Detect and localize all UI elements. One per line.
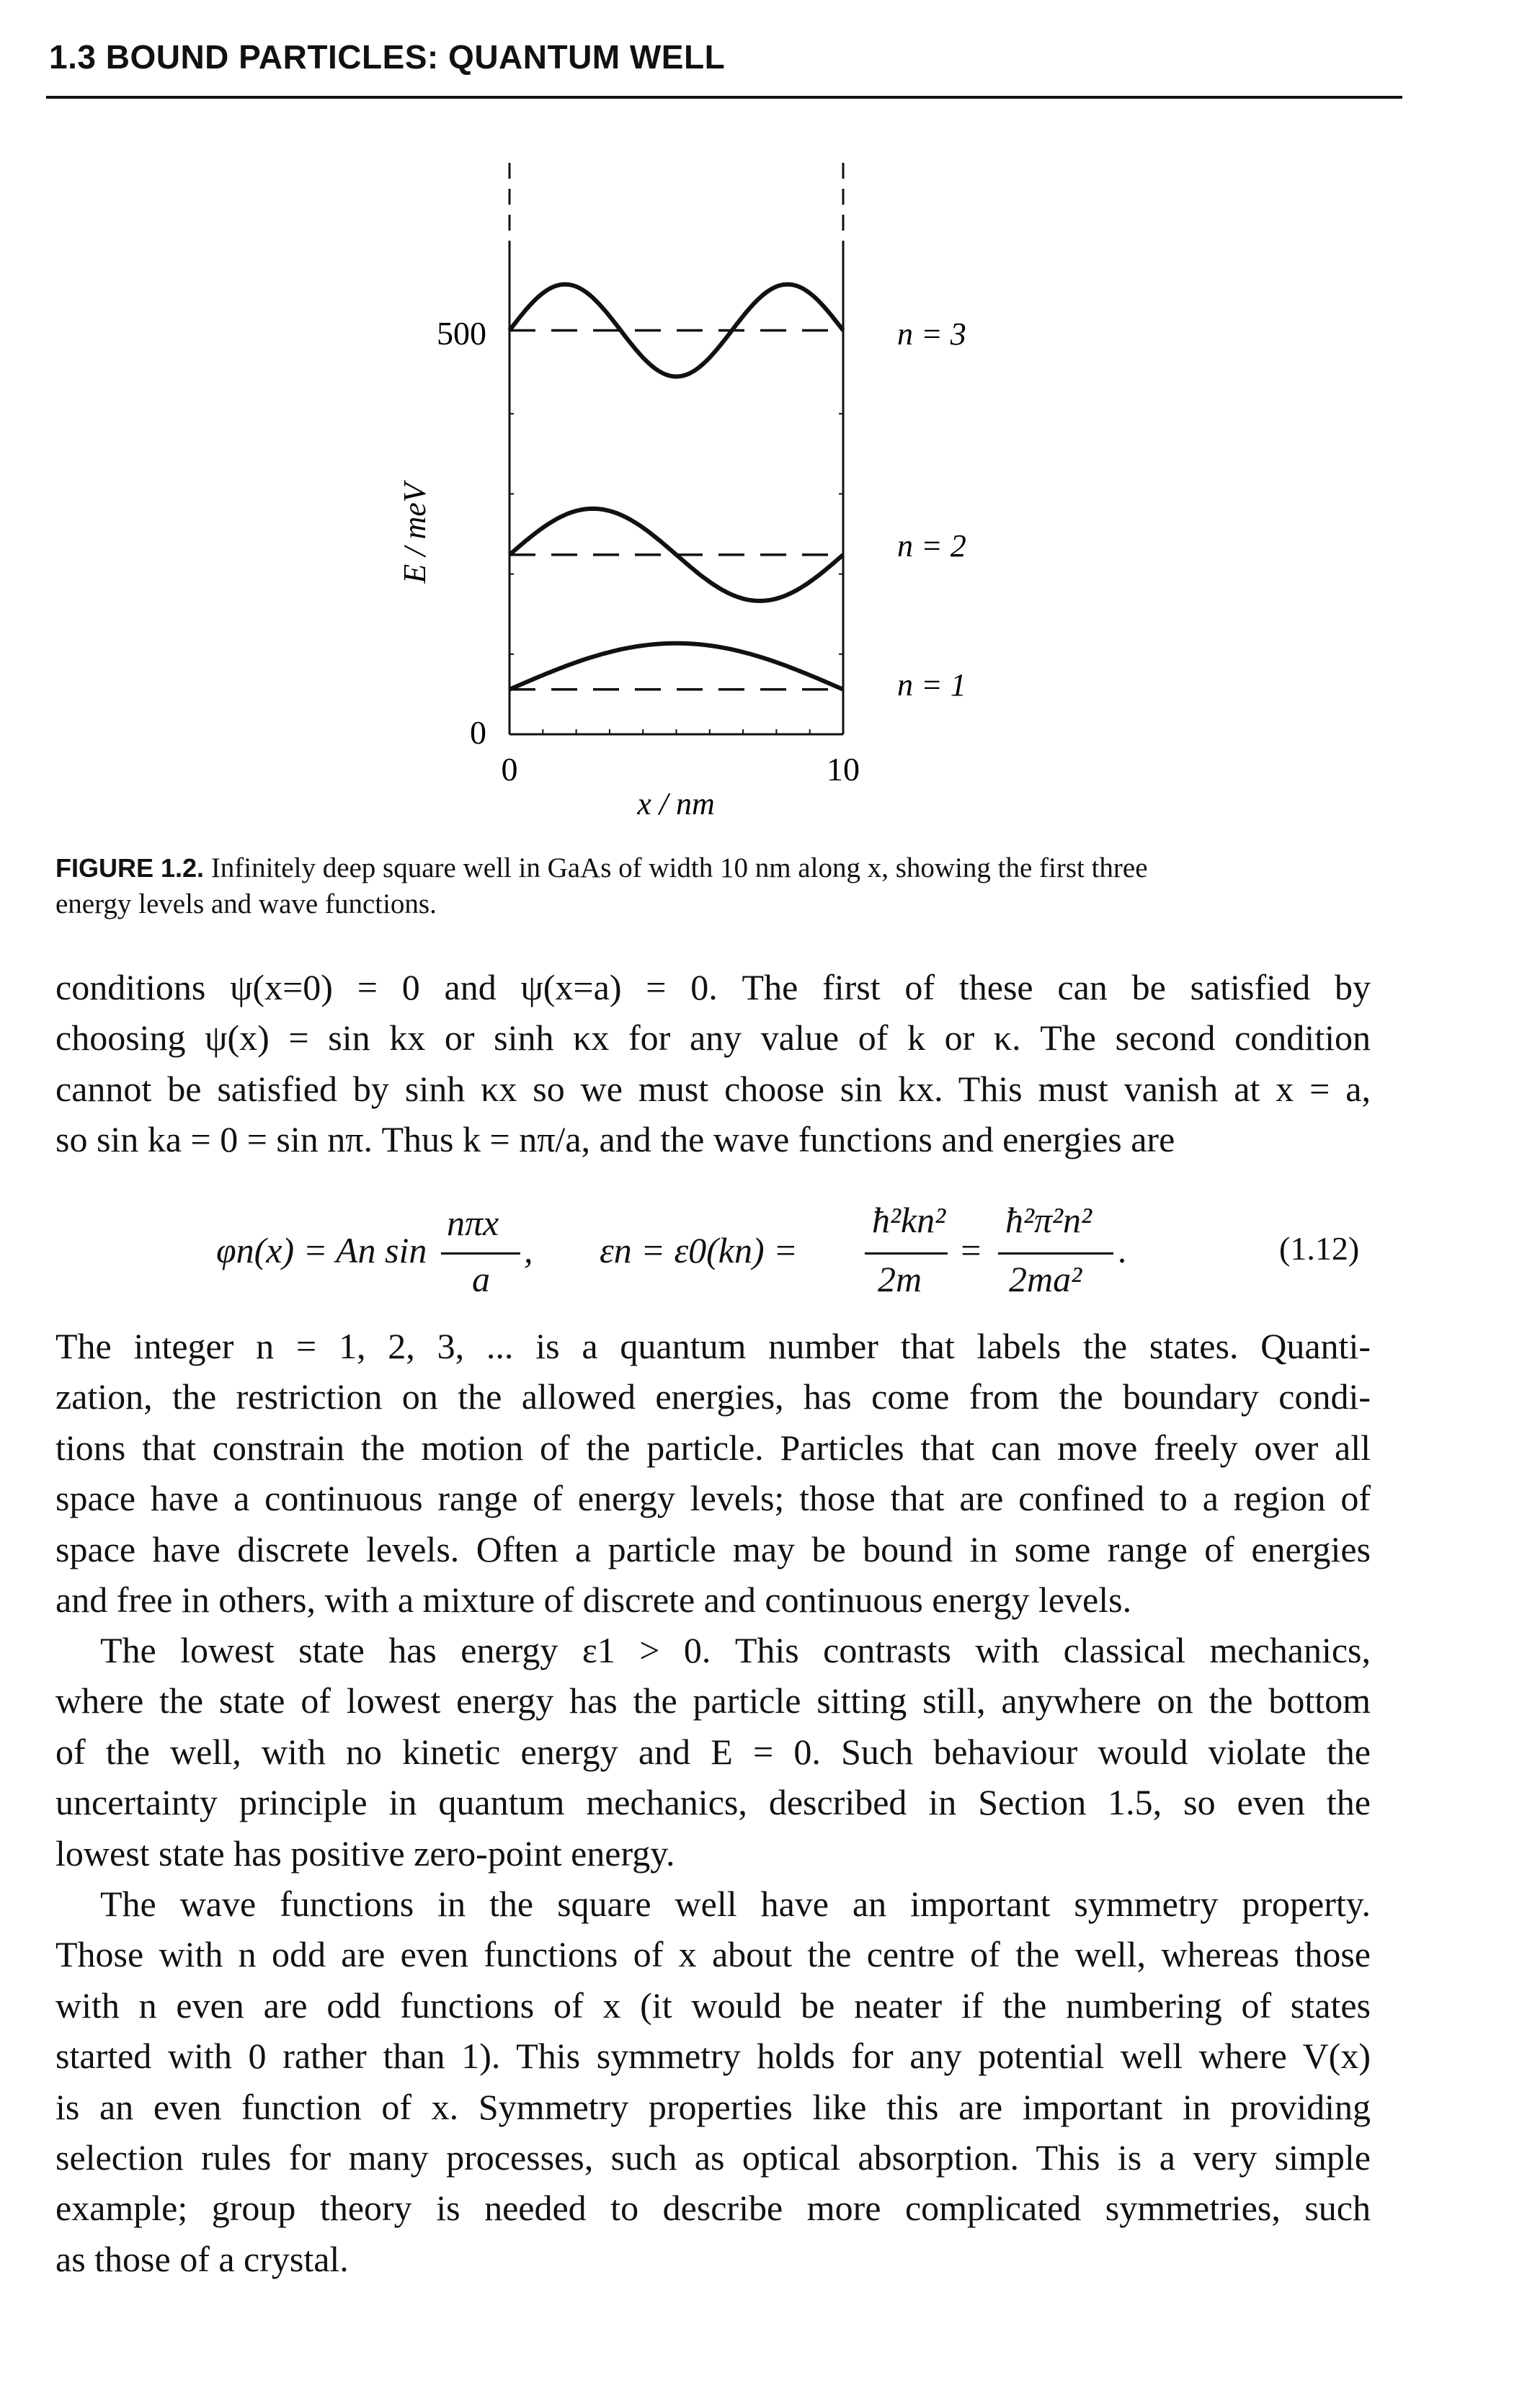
running-header: 1.3 BOUND PARTICLES: QUANTUM WELL — [49, 38, 726, 76]
text-line: conditions ψ(x=0) = 0 and ψ(x=a) = 0. The first of these can be satisfied by — [55, 967, 1371, 1007]
x-tick-label: 10 — [827, 751, 860, 788]
x-axis-label: x / nm — [637, 786, 715, 821]
text-line: started with 0 rather than 1). This symmetry holds for any potential well where V(x) — [55, 2036, 1371, 2077]
text-line: zation, the restriction on the allowed energies, has come from the boundary condi- — [55, 1376, 1371, 1417]
eq-energy: εn = ε0(kn) = — [600, 1230, 798, 1270]
fraction-bar — [998, 1252, 1113, 1255]
y-tick-label: 0 — [470, 714, 486, 751]
text-line: uncertainty principle in quantum mechanics, described in Section 1.5, so even the — [55, 1782, 1371, 1823]
text-line: with n even are odd functions of x (it would be neater if the numbering of states — [55, 1984, 1371, 2026]
caption-text: energy levels and wave functions. — [55, 888, 437, 919]
caption-text: Infinitely deep square well in GaAs of width 10 nm along x, showing the first three — [210, 852, 1148, 883]
text-line: as those of a crystal. — [55, 2238, 349, 2279]
text-line: example; group theory is needed to describe more complicated symmetries, such — [55, 2188, 1371, 2229]
text-line: Those with n odd are even functions of x about the centre of the well, whereas those — [55, 1934, 1371, 1975]
text-line: choosing ψ(x) = sin kx or sinh κx for any value of k or κ. The second condition — [55, 1017, 1371, 1059]
text-line: The wave functions in the square well have an important symmetry property. — [100, 1884, 1371, 1924]
text-line: cannot be satisfied by sinh κx so we must choose sin kx. This must vanish at x = a, — [55, 1068, 1371, 1109]
text-line: selection rules for many processes, such as optical absorption. This is a very simple — [55, 2137, 1371, 2178]
text-line: is an even function of x. Symmetry properties like this are important in providing — [55, 2086, 1371, 2127]
level-label-n1: n = 1 — [897, 667, 966, 703]
eq-frac3-num: ħ²π²n² — [1005, 1200, 1092, 1240]
text-line: of the well, with no kinetic energy and E = 0. Such behaviour would violate the — [55, 1731, 1371, 1772]
eq-comma: , — [524, 1230, 533, 1270]
wavefunction-n1 — [509, 643, 843, 690]
y-axis-label: E / meV — [397, 483, 432, 584]
eq-frac1-den: a — [472, 1259, 490, 1299]
eq-period: . — [1118, 1230, 1128, 1270]
text-line: lowest state has positive zero-point energy. — [55, 1832, 675, 1874]
fraction-bar — [441, 1252, 520, 1255]
plot-area — [509, 163, 843, 734]
text-line: where the state of lowest energy has the particle sitting still, anywhere on the bottom — [55, 1680, 1371, 1721]
text-line: and free in others, with a mixture of discrete and continuous energy levels. — [55, 1580, 1132, 1620]
level-label-n2: n = 2 — [897, 528, 966, 564]
eq-frac2-den: 2m — [878, 1259, 922, 1299]
caption-label: FIGURE 1.2. — [55, 853, 205, 883]
eq-equals: = — [958, 1230, 983, 1270]
eq-frac1-num: nπx — [447, 1203, 499, 1243]
text-line: tions that constrain the motion of the particle. Particles that can move freely over all — [55, 1427, 1371, 1468]
text-line: The integer n = 1, 2, 3, ... is a quantum number that labels the states. Quanti- — [55, 1326, 1371, 1366]
eq-frac3-den: 2ma² — [1009, 1259, 1082, 1299]
text-line: space have a continuous range of energy levels; those that are confined to a region of — [55, 1478, 1371, 1519]
level-label-n3: n = 3 — [897, 316, 966, 352]
eq-lhs: φn(x) = An sin — [216, 1230, 427, 1270]
text-line: The lowest state has energy ε1 > 0. This contrasts with classical mechanics, — [100, 1630, 1371, 1670]
quantum-well-figure — [0, 0, 1540, 850]
equation-number: (1.12) — [1279, 1230, 1360, 1267]
text-line: space have discrete levels. Often a particle may be bound in some range of energies — [55, 1528, 1371, 1569]
eq-frac2-num: ħ²kn² — [872, 1200, 946, 1240]
figure-caption — [55, 850, 1371, 922]
fraction-bar — [865, 1252, 948, 1255]
x-tick-label: 0 — [501, 751, 518, 788]
text-line: so sin ka = 0 = sin nπ. Thus k = nπ/a, and the wave functions and energies are — [55, 1119, 1175, 1160]
y-tick-label: 500 — [437, 315, 486, 352]
